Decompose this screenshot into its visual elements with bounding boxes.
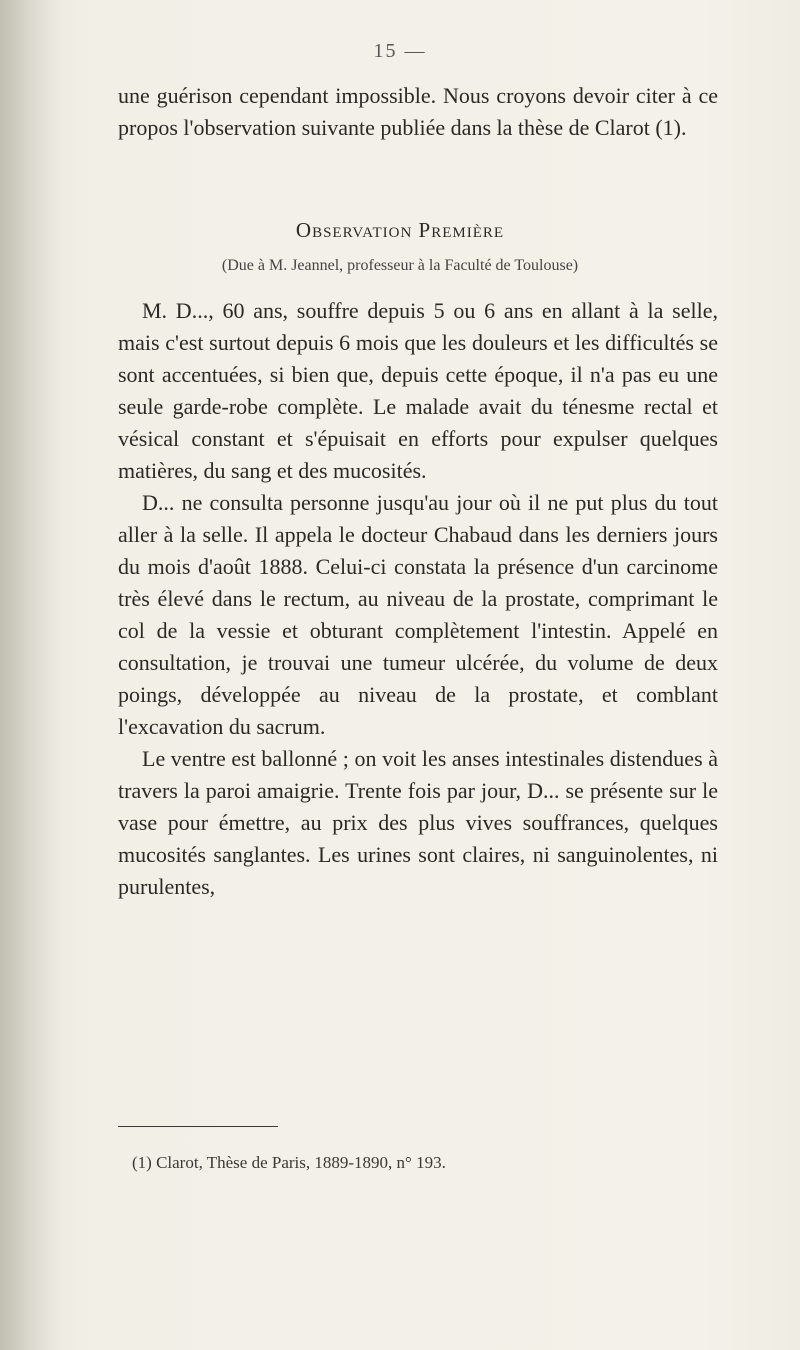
observation-body <box>118 295 718 903</box>
page-number: 15 — <box>373 40 427 62</box>
page-spine-shadow <box>0 0 60 1350</box>
footnote-divider <box>118 1126 278 1127</box>
intro-paragraph-block <box>118 80 718 144</box>
body-paragraph-3: Le ventre est ballonné ; on voit les anses intestinales distendues à travers la paroi amaigrie. Trente fois par jour, D... se présente sur le vase pour émettre, au prix des plus vives souffrances, quelques mucosités sanglantes. Les urines sont claires, ni sanguinolentes, ni purulentes, <box>118 746 718 899</box>
observation-subtitle: (Due à M. Jeannel, professeur à la Faculté de Toulouse) <box>221 257 579 274</box>
intro-paragraph: une guérison cependant impossible. Nous croyons devoir citer à ce propos l'observation suivante publiée dans la thèse de Clarot (1). <box>118 83 718 140</box>
footnote: (1) Clarot, Thèse de Paris, 1889-1890, n° 193. <box>132 1153 446 1172</box>
body-paragraph-1: M. D..., 60 ans, souffre depuis 5 ou 6 ans en allant à la selle, mais c'est surtout depuis 6 mois que les douleurs et les difficultés se sont accentuées, si bien que, depuis cette époque, il n'a pas eu une seule garde-robe complète. Le malade avait du ténesme rectal et vésical constant et s'épuisait en efforts pour expulser quelques matières, du sang et des mucosités. <box>118 298 718 483</box>
observation-title: Observation Première <box>295 218 505 242</box>
body-paragraph-2: D... ne consulta personne jusqu'au jour où il ne put plus du tout aller à la selle. Il appela le docteur Chabaud dans les derniers jours du mois d'août 1888. Celui-ci constata la présence d'un carcinome très élevé dans le rectum, au niveau de la prostate, comprimant le col de la vessie et obturant complètement l'intestin. Appelé en consultation, je trouvai une tumeur ulcérée, du volume de deux poings, développée au niveau de la prostate, et comblant l'excavation du sacrum. <box>118 490 718 739</box>
